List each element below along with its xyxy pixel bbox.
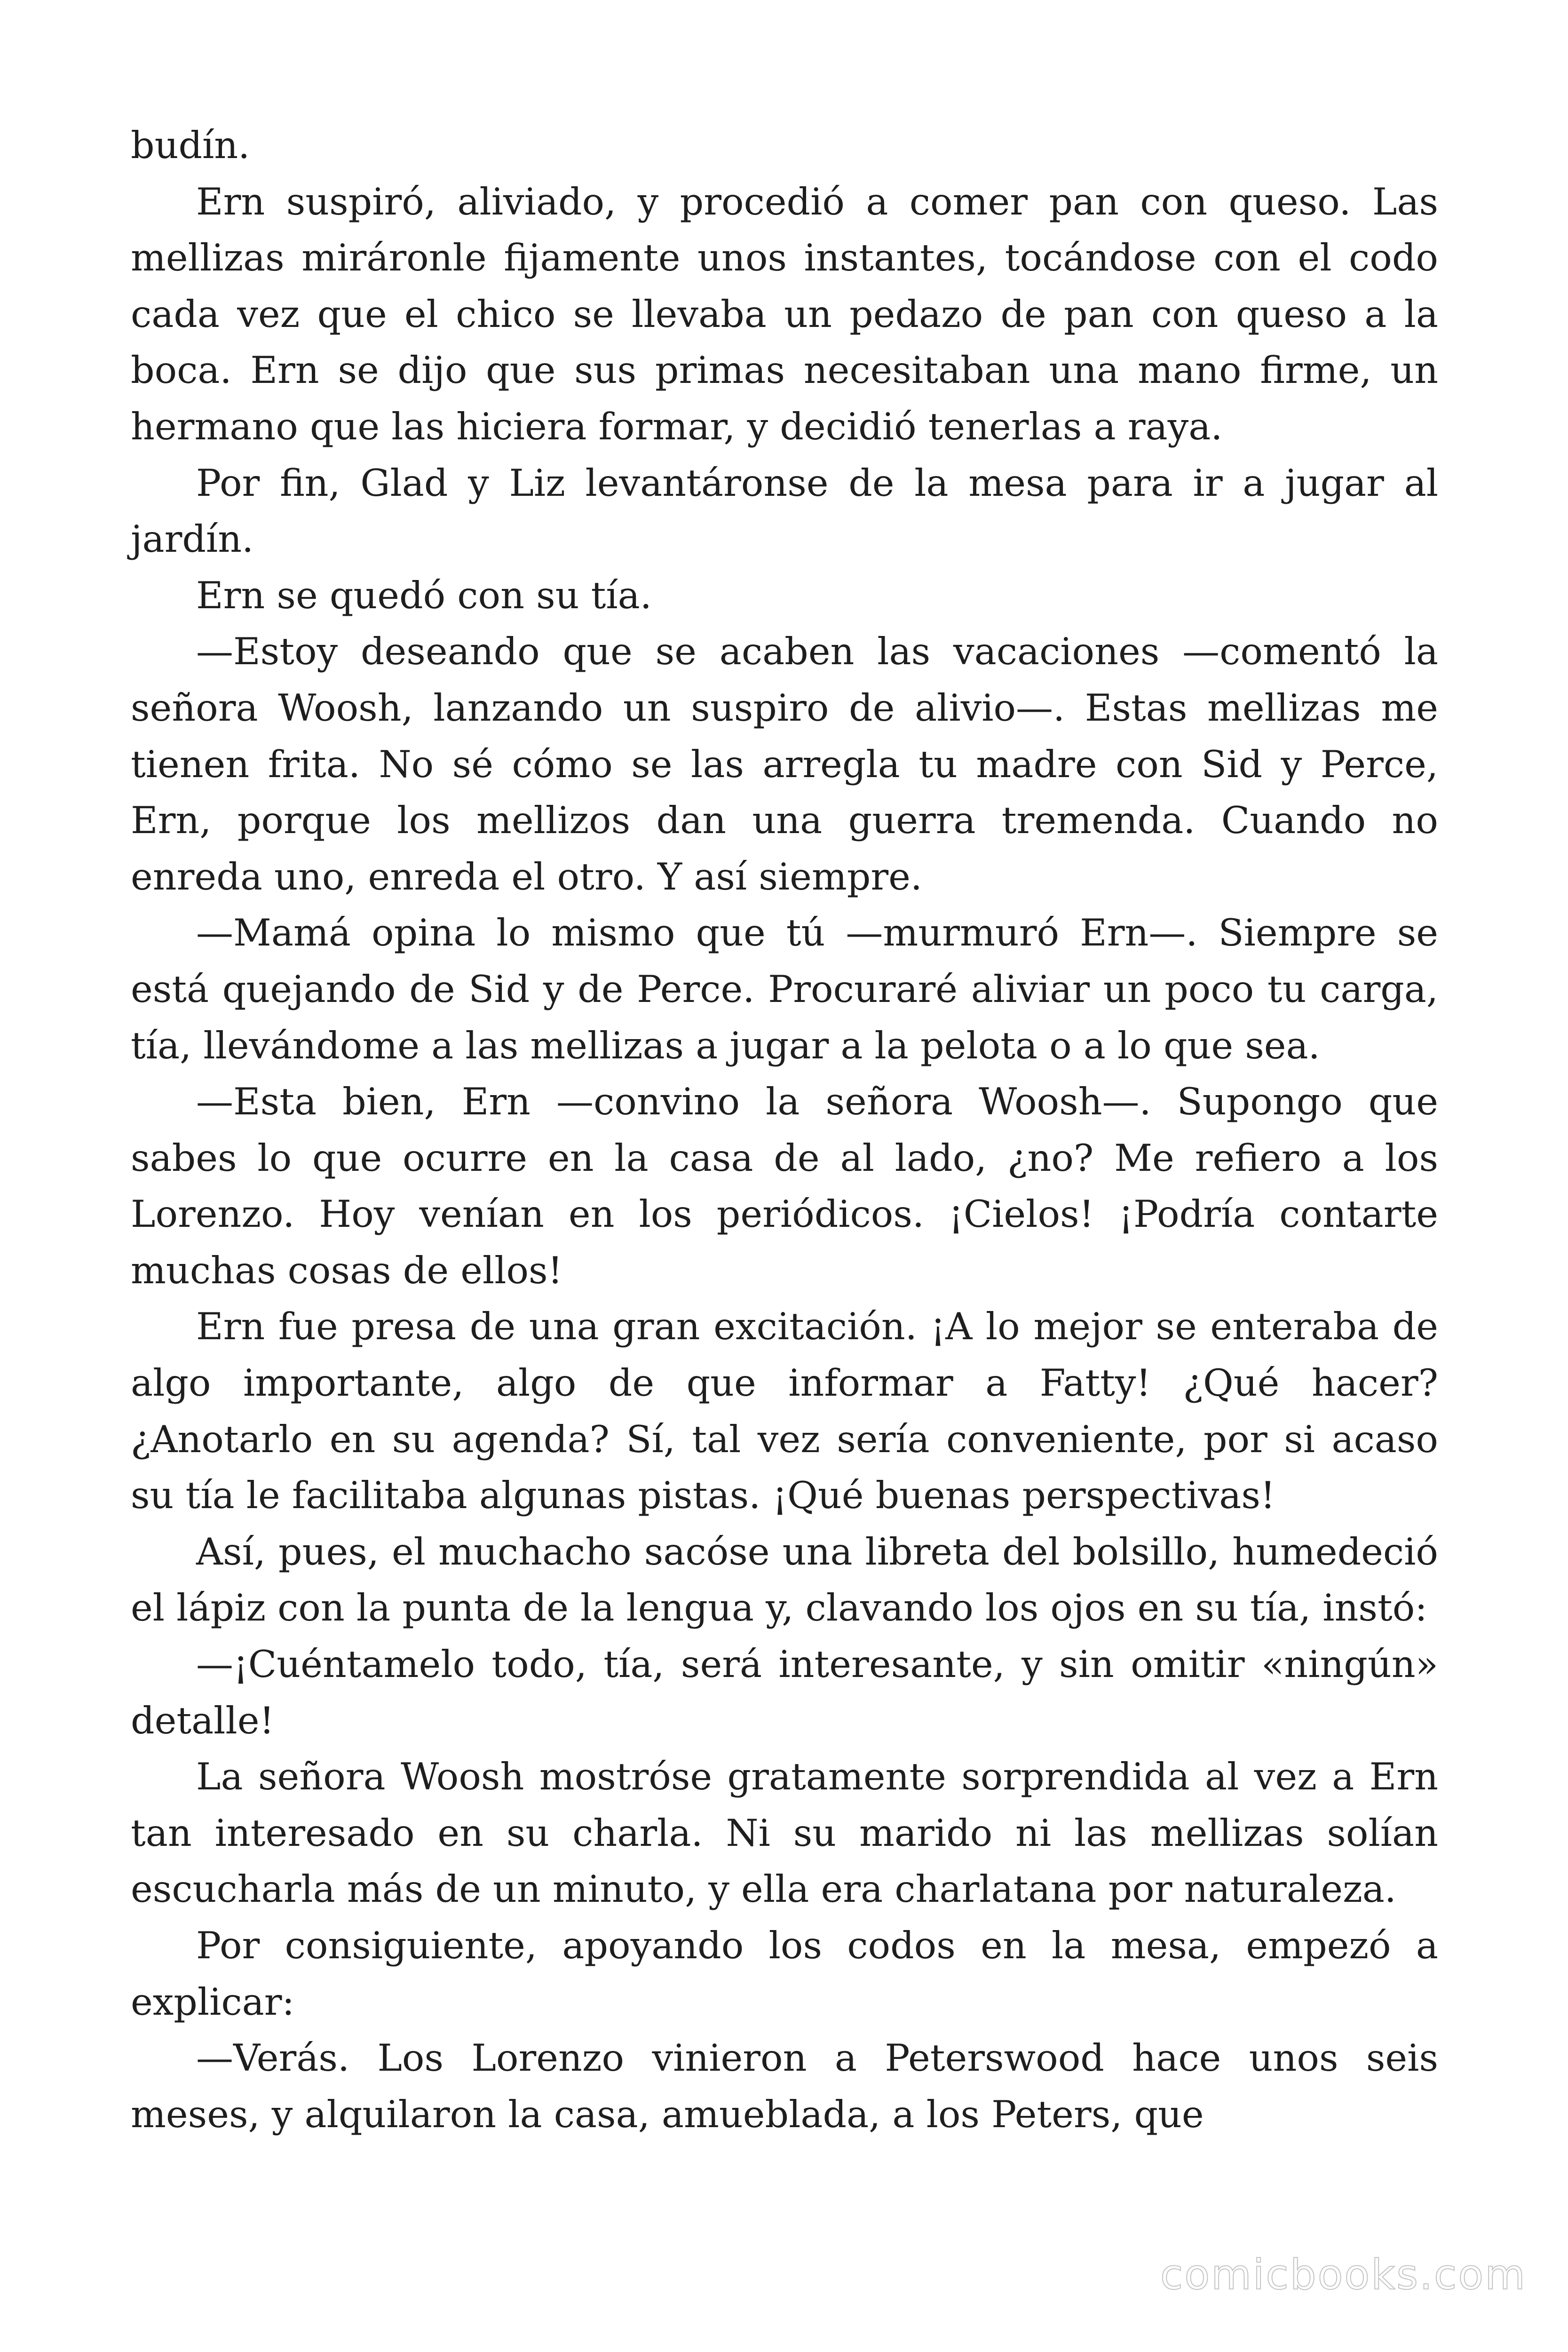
paragraph-7: —Esta bien, Ern —convino la señora Woosh—. Supongo que sabes lo que ocurre en la casa de al lado, ¿no? Me refiero a los Lorenzo. Hoy venían en los periódicos. ¡Cielos! ¡Podría contarte muchas cosas de ellos! (131, 1080, 1438, 1292)
watermark: comicbooks.com (1160, 2250, 1527, 2299)
paragraph-6: —Mamá opina lo mismo que tú —murmuró Ern—. Siempre se está quejando de Sid y de Perce. Procuraré aliviar un poco tu carga, tía, llevándome a las mellizas a jugar a la pelota o a lo que sea. (131, 911, 1438, 1067)
paragraph-13: —Verás. Los Lorenzo vinieron a Peterswood hace unos seis meses, y alquilaron la casa, amueblada, a los Peters, que (131, 2036, 1438, 2136)
paragraph-8: Ern fue presa de una gran excitación. ¡A lo mejor se enteraba de algo importante, algo de que informar a Fatty! ¿Qué hacer? ¿Anotarlo en su agenda? Sí, tal vez sería conveniente, por si acaso su tía le facilitaba algunas pistas. ¡Qué buenas perspectivas! (131, 1305, 1438, 1518)
paragraph-3: Por fin, Glad y Liz levantáronse de la mesa para ir a jugar al jardín. (131, 461, 1438, 561)
paragraph-1: budín. (131, 124, 250, 167)
paragraph-4: Ern se quedó con su tía. (196, 573, 652, 617)
paragraph-12: Por consiguiente, apoyando los codos en la mesa, empezó a explicar: (131, 1924, 1438, 2024)
paragraph-11: La señora Woosh mostróse gratamente sorprendida al vez a Ern tan interesado en su charla. Ni su marido ni las mellizas solían escucharla más de un minuto, y ella era charlatana por naturaleza. (131, 1755, 1438, 1911)
paragraph-9: Así, pues, el muchacho sacóse una libreta del bolsillo, humedeció el lápiz con la punta de la lengua y, clavando los ojos en su tía, instó: (131, 1530, 1438, 1630)
paragraph-2: Ern suspiró, aliviado, y procedió a comer pan con queso. Las mellizas miráronle fijamente unos instantes, tocándose con el codo cada vez que el chico se llevaba un pedazo de pan con queso a la boca. Ern se dijo que sus primas necesitaban una mano firme, un hermano que las hiciera formar, y decidió tenerlas a raya. (131, 180, 1438, 448)
body-text (131, 118, 1438, 2143)
paragraph-5: —Estoy deseando que se acaben las vacaciones —comentó la señora Woosh, lanzando un suspiro de alivio—. Estas mellizas me tienen frita. No sé cómo se las arregla tu madre con Sid y Perce, Ern, porque los mellizos dan una guerra tremenda. Cuando no enreda uno, enreda el otro. Y así siempre. (131, 630, 1438, 898)
paragraph-10: —¡Cuéntamelo todo, tía, será interesante, y sin omitir «ningún» detalle! (131, 1643, 1438, 1742)
